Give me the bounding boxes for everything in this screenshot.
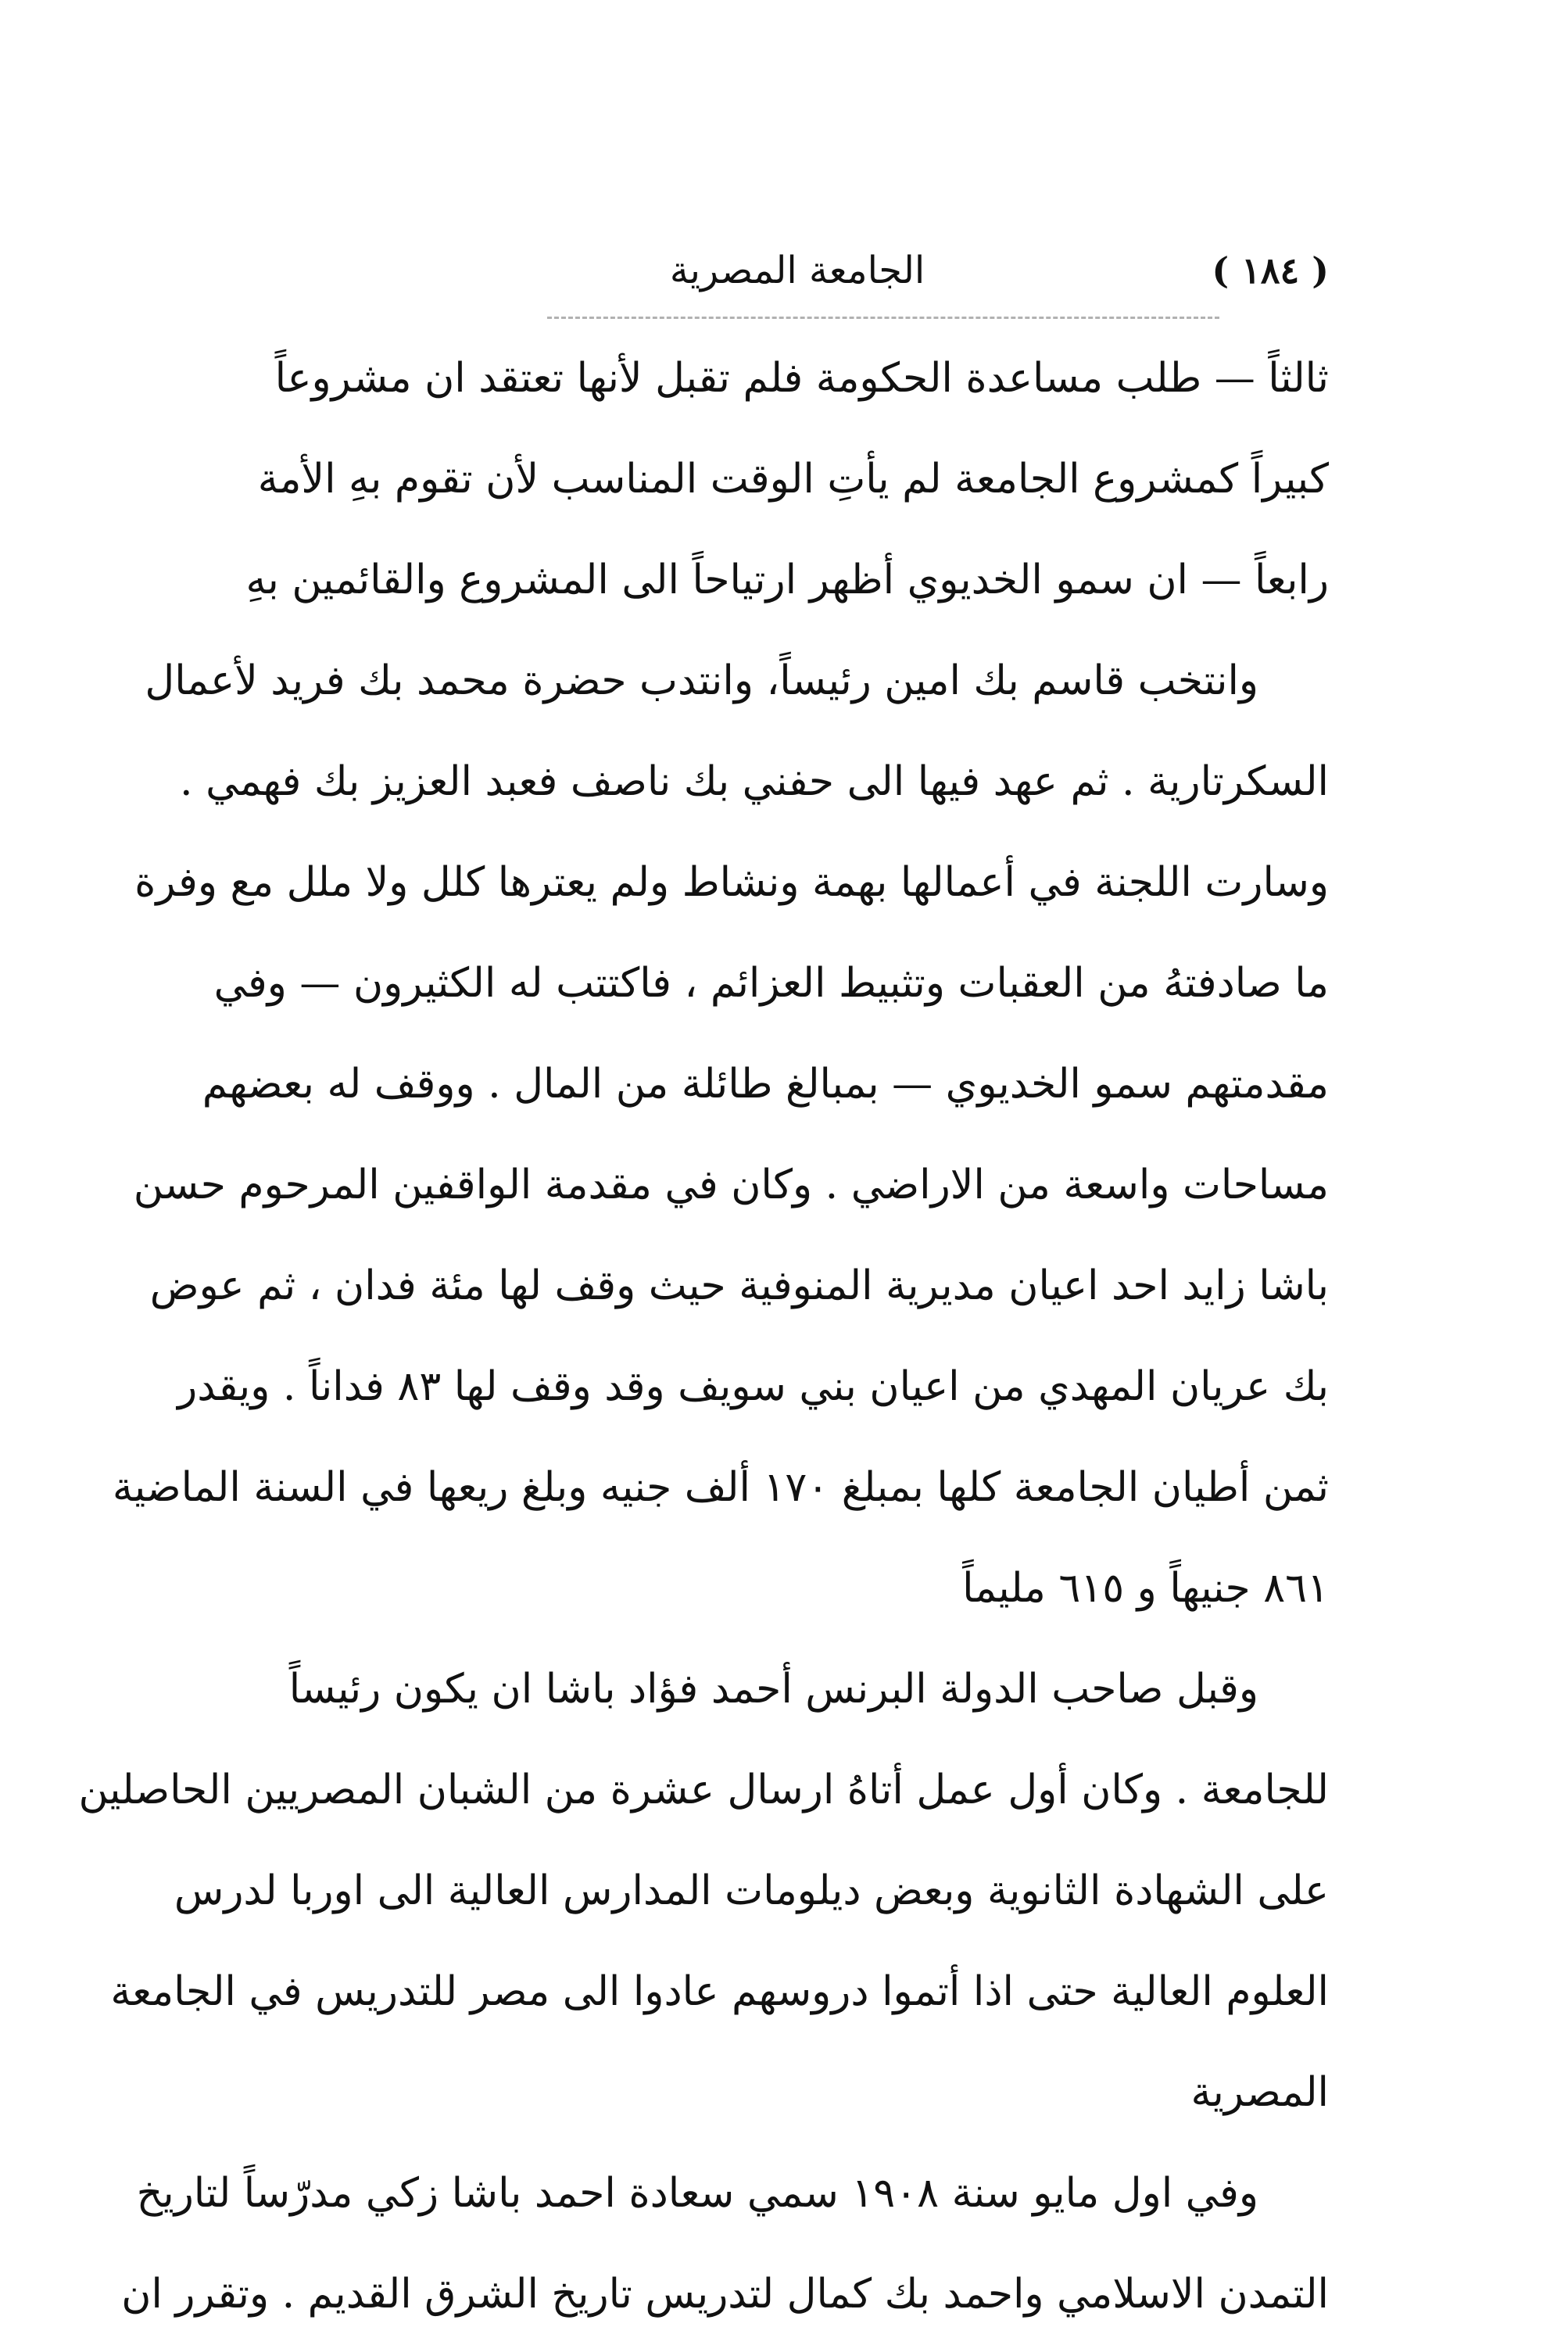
header-rule (547, 317, 1219, 319)
text-line: وسارت اللجنة في أعمالها بهمة ونشاط ولم يعترها كلل ولا ملل مع وفرة (134, 859, 1329, 906)
text-line: العلوم العالية حتى اذا أتموا دروسهم عادوا الى مصر للتدريس في الجامعة (110, 1968, 1329, 2015)
text-line: ثمن أطيان الجامعة كلها بمبلغ ١٧٠ ألف جنيه وبلغ ريعها في السنة الماضية (112, 1464, 1329, 1511)
text-line: للجامعة . وكان أول عمل أتاهُ ارسال عشرة من الشبان المصريين الحاصلين (78, 1767, 1329, 1813)
running-title: الجامعة المصرية (669, 249, 925, 292)
text-line: باشا زايد احد اعيان مديرية المنوفية حيث وقف لها مئة فدان ، ثم عوض (149, 1262, 1329, 1309)
text-line: ثالثاً — طلب مساعدة الحكومة فلم تقبل لأنها تعتقد ان مشروعاً (274, 355, 1329, 402)
text-line: وقبل صاحب الدولة البرنس أحمد فؤاد باشا ان يكون رئيساً (288, 1666, 1258, 1713)
text-line: كبيراً كمشروع الجامعة لم يأتِ الوقت المناسب لأن تقوم بهِ الأمة (257, 456, 1329, 503)
text-line: المصرية (1190, 2069, 1329, 2116)
text-line: على الشهادة الثانوية وبعض ديلومات المدارس العالية الى اوربا لدرس (174, 1867, 1329, 1914)
text-line: بك عريان المهدي من اعيان بني سويف وقد وقف لها ٨٣ فداناً . ويقدر (177, 1363, 1329, 1410)
text-line: السكرتارية . ثم عهد فيها الى حفني بك ناصف فعبد العزيز بك فهمي . (180, 758, 1329, 805)
page-number: ( ١٨٤ ) (1212, 249, 1329, 292)
text-line: التمدن الاسلامي واحمد بك كمال لتدريس تاريخ الشرق القديم . وتقرر ان (121, 2271, 1329, 2318)
page-header (266, 234, 1329, 305)
body-text (78, 328, 1329, 2345)
text-line: ما صادفتهُ من العقبات وتثبيط العزائم ، فاكتتب له الكثيرون — وفي (213, 960, 1329, 1007)
text-line: مساحات واسعة من الاراضي . وكان في مقدمة الواقفين المرحوم حسن (133, 1162, 1329, 1208)
text-line: مقدمتهم سمو الخديوي — بمبالغ طائلة من المال . ووقف له بعضهم (202, 1061, 1329, 1108)
text-line: وانتخب قاسم بك امين رئيساً، وانتدب حضرة محمد بك فريد لأعمال (145, 657, 1258, 704)
text-line: وفي اول مايو سنة ١٩٠٨ سمي سعادة احمد باشا زكي مدرّساً لتاريخ (136, 2170, 1258, 2217)
text-line: ٨٦١ جنيهاً و ٦١٥ مليماً (962, 1565, 1329, 1612)
text-line: رابعاً — ان سمو الخديوي أظهر ارتياحاً الى المشروع والقائمين بهِ (245, 557, 1329, 603)
